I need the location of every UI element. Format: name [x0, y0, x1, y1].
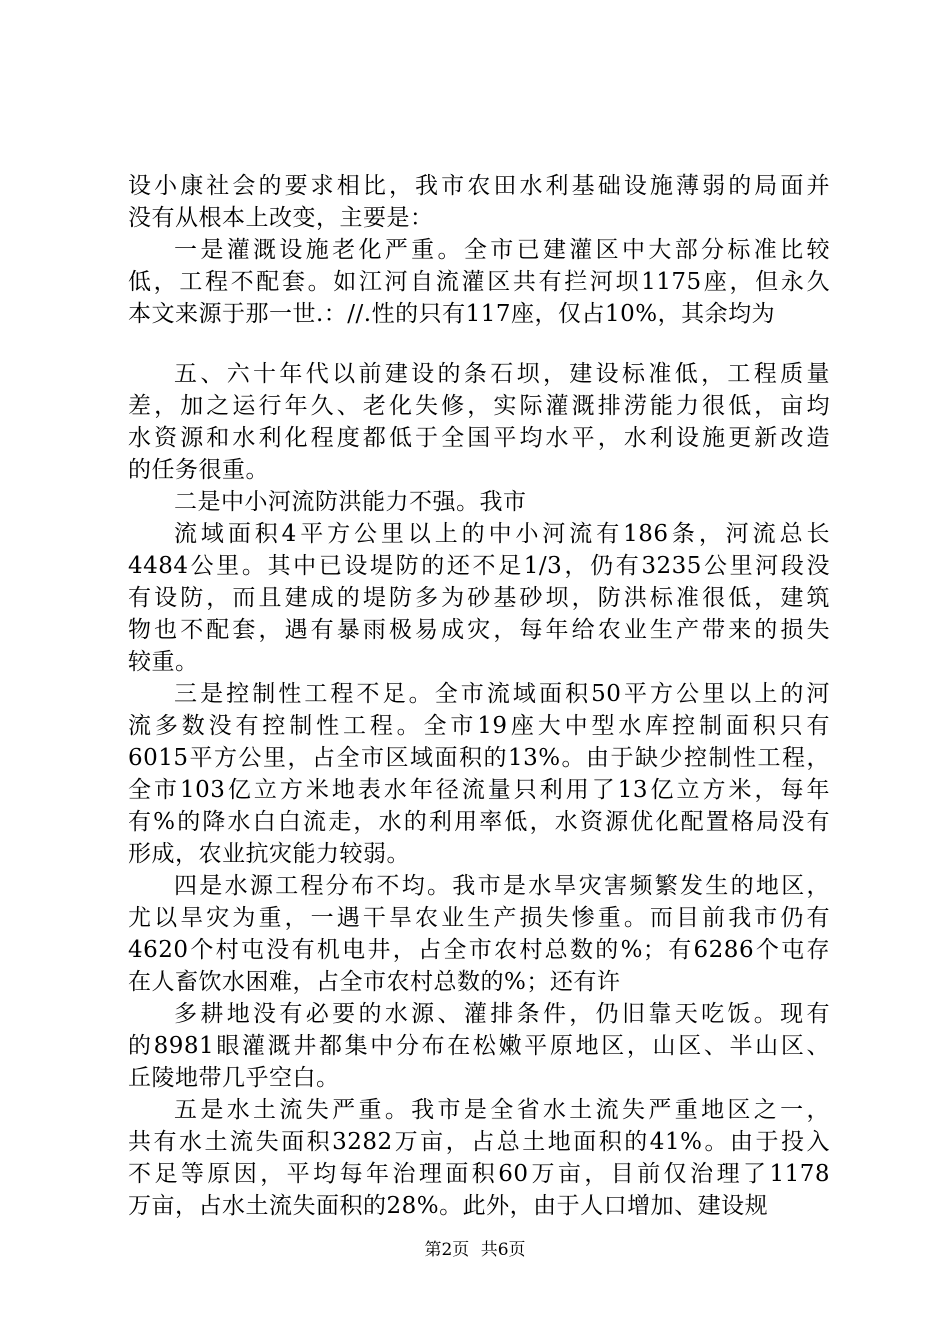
- text-line: 尤以旱灾为重，一遇干旱农业生产损失惨重。而目前我市仍有: [128, 905, 830, 931]
- paragraph: [128, 234, 830, 330]
- text-line: 五是水土流失严重。我市是全省水土流失严重地区之一，: [174, 1097, 830, 1123]
- text-line: 本文来源于那一世.：//.性的只有117座，仅占10%，其余均为: [128, 301, 776, 327]
- text-line: 流多数没有控制性工程。全市19座大中型水库控制面积只有: [128, 713, 830, 739]
- text-line: 差，加之运行年久、老化失修，实际灌溉排涝能力很低，亩均: [128, 393, 830, 419]
- paragraph: [128, 678, 830, 870]
- text-line: 形成，农业抗灾能力较弱。: [128, 841, 410, 867]
- text-line: 的任务很重。: [128, 457, 269, 483]
- text-line: 6015平方公里，占全市区域面积的13%。由于缺少控制性工程，: [128, 745, 830, 771]
- text-line: 物也不配套，遇有暴雨极易成灾，每年给农业生产带来的损失: [128, 617, 830, 643]
- text-line: 共有水土流失面积3282万亩，占总土地面积的41%。由于投入: [128, 1129, 830, 1155]
- text-line: 设小康社会的要求相比，我市农田水利基础设施薄弱的局面并: [128, 173, 830, 199]
- page-footer: [0, 1239, 950, 1261]
- text-line: 4484公里。其中已设堤防的还不足1/3，仍有3235公里河段没: [128, 553, 830, 579]
- text-line: 在人畜饮水困难，占全市农村总数的%；还有许: [128, 969, 621, 995]
- paragraph: [128, 358, 830, 486]
- text-line: 有%的降水白白流走，水的利用率低，水资源优化配置格局没有: [128, 809, 830, 835]
- text-line: 不足等原因，平均每年治理面积60万亩，目前仅治理了1178: [128, 1161, 830, 1187]
- text-line: 四是水源工程分布不均。我市是水旱灾害频繁发生的地区，: [174, 873, 830, 899]
- text-line: 流域面积4平方公里以上的中小河流有186条，河流总长: [174, 521, 830, 547]
- text-line: 二是中小河流防洪能力不强。我市: [174, 489, 527, 515]
- paragraph-gap: [128, 330, 830, 358]
- text-line: 的8981眼灌溉井都集中分布在松嫩平原地区，山区、半山区、: [128, 1033, 830, 1059]
- text-line: 丘陵地带几乎空白。: [128, 1065, 340, 1091]
- paragraph: [128, 998, 830, 1094]
- document-body: [128, 170, 830, 1222]
- text-line: 4620个村屯没有机电井，占全市农村总数的%；有6286个屯存: [128, 937, 830, 963]
- page-total: 共6页: [480, 1240, 526, 1260]
- page-number: 第2页: [424, 1240, 470, 1260]
- paragraph: [128, 486, 830, 518]
- text-line: 一是灌溉设施老化严重。全市已建灌区中大部分标准比较: [174, 237, 830, 263]
- text-line: 低，工程不配套。如江河自流灌区共有拦河坝1175座，但永久: [128, 269, 830, 295]
- text-line: 较重。: [128, 649, 199, 675]
- text-line: 没有从根本上改变，主要是：: [128, 205, 434, 231]
- paragraph: [128, 870, 830, 998]
- text-line: 五、六十年代以前建设的条石坝，建设标准低，工程质量: [174, 361, 830, 387]
- text-line: 全市103亿立方米地表水年径流量只利用了13亿立方米，每年: [128, 777, 830, 803]
- text-line: 有设防，而且建成的堤防多为砂基砂坝，防洪标准很低，建筑: [128, 585, 830, 611]
- text-line: 多耕地没有必要的水源、灌排条件，仍旧靠天吃饭。现有: [174, 1001, 830, 1027]
- text-line: 水资源和水利化程度都低于全国平均水平，水利设施更新改造: [128, 425, 830, 451]
- paragraph: [128, 170, 830, 234]
- text-line: 万亩，占水土流失面积的28%。此外，由于人口增加、建设规: [128, 1193, 769, 1219]
- paragraph: [128, 1094, 830, 1222]
- paragraph: [128, 518, 830, 678]
- text-line: 三是控制性工程不足。全市流域面积50平方公里以上的河: [174, 681, 830, 707]
